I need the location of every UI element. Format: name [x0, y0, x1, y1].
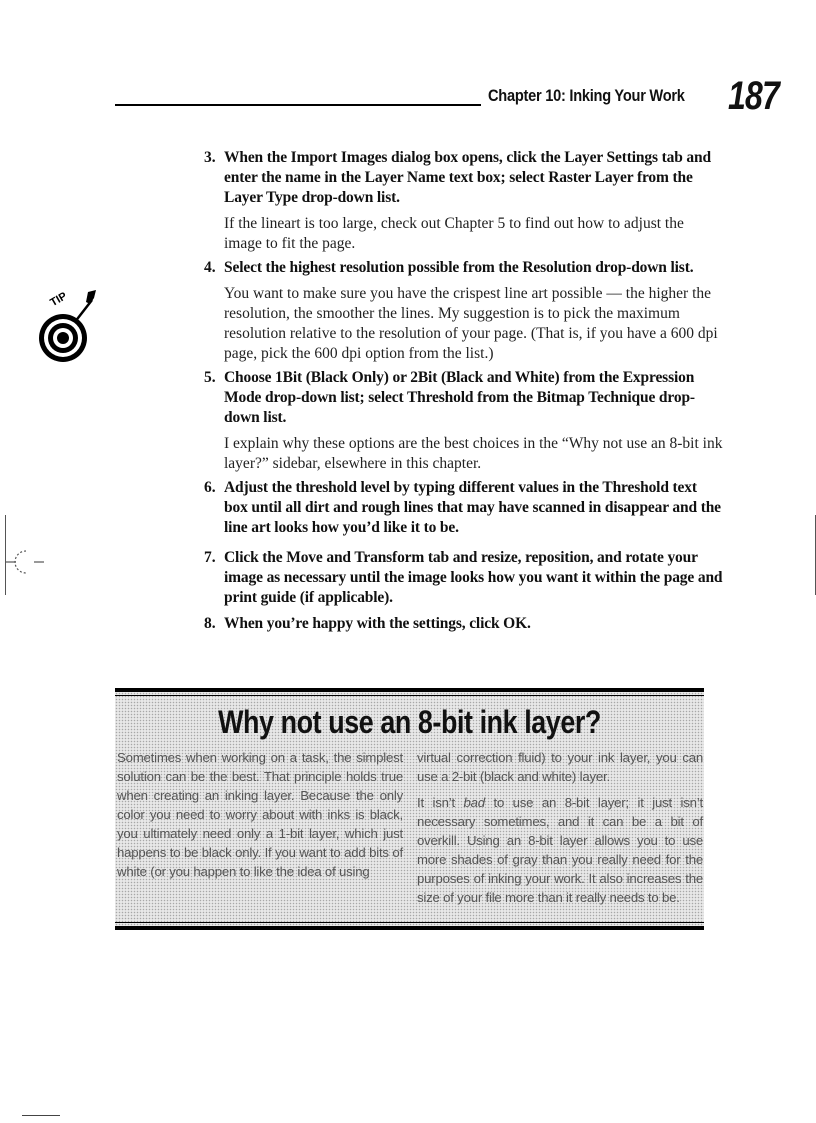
step-number: 5. — [204, 369, 216, 386]
step-note: I explain why these options are the best choices in the “Why not use an 8-bit ink layer?” sidebar, elsewhere in this chapter. — [224, 435, 723, 472]
sidebar-inner-rule-bottom — [115, 922, 704, 923]
sidebar-column-right — [417, 748, 703, 907]
step-number: 7. — [204, 549, 216, 566]
text-run: to use an 8-bit layer; it just isn’t necessary sometimes, and it can be a bit of overkill. Using an 8-bit layer allows you to use more shades of gray than you really need for the purposes of inking your work. It also increases the size of your file more than it really needs to be. — [417, 795, 704, 905]
step-8 — [204, 614, 724, 634]
sidebar-paragraph: Sometimes when working on a task, the simplest solution can be the best. That principle holds true when creating an inking layer. Because the only color you need to worry about with inks is black, you ultimately need only a 1-bit layer, which just happens to be black only. If you want to add bits of white (or you happen to like the idea of using — [117, 750, 403, 879]
sidebar-title: Why not use an 8-bit ink layer? — [218, 704, 601, 740]
tip-target-icon — [36, 284, 96, 364]
step-note: If the lineart is too large, check out Chapter 5 to find out how to adjust the image to fit the page. — [224, 215, 684, 252]
step-number: 4. — [204, 259, 216, 276]
step-instruction: Click the Move and Transform tab and resize, reposition, and rotate your image as necessary until the image looks how you want it within the page and print guide (if applicable). — [224, 549, 723, 606]
footer-rule — [22, 1115, 60, 1116]
step-instruction: When you’re happy with the settings, click OK. — [224, 615, 531, 632]
numbered-steps — [204, 148, 724, 638]
tip-label: TIP — [48, 290, 70, 310]
sidebar-box — [115, 688, 704, 930]
chapter-title: Chapter 10: Inking Your Work — [488, 86, 685, 105]
sidebar-inner-rule-top — [115, 695, 704, 696]
emphasis-text: bad — [463, 795, 485, 810]
sidebar-paragraph: virtual correction fluid) to your ink layer, you can use a 2-bit (black and white) layer. — [417, 750, 703, 784]
sidebar-paragraph — [417, 793, 703, 907]
step-3 — [204, 148, 724, 254]
registration-mark-icon — [4, 545, 48, 579]
text-run: It isn’t — [417, 795, 464, 810]
header-rule — [115, 104, 481, 106]
step-6 — [204, 478, 724, 538]
step-5 — [204, 368, 724, 474]
step-number: 6. — [204, 479, 216, 496]
step-instruction: Adjust the threshold level by typing different values in the Threshold text box until all dirt and rough lines that may have scanned in disappear and the line art looks how you’d like it to be. — [224, 479, 721, 536]
step-4 — [204, 258, 724, 364]
sidebar-column-left — [117, 748, 403, 881]
step-instruction: When the Import Images dialog box opens, click the Layer Settings tab and enter the name in the Layer Name text box; select Raster Layer from the Layer Type drop-down list. — [224, 149, 711, 206]
step-number: 3. — [204, 149, 216, 166]
step-number: 8. — [204, 615, 216, 632]
step-instruction: Choose 1Bit (Black Only) or 2Bit (Black and White) from the Expression Mode drop-down list; select Threshold from the Bitmap Technique drop-down list. — [224, 369, 695, 426]
step-note: You want to make sure you have the crispest line art possible — the higher the resolution, the smoother the lines. My suggestion is to pick the maximum resolution relative to the resolution of your page. (That is, if you have a 600 dpi page, pick the 600 dpi option from the list.) — [224, 285, 718, 362]
page-number: 187 — [728, 74, 779, 118]
step-7 — [204, 548, 724, 608]
step-instruction: Select the highest resolution possible from the Resolution drop-down list. — [224, 259, 694, 276]
